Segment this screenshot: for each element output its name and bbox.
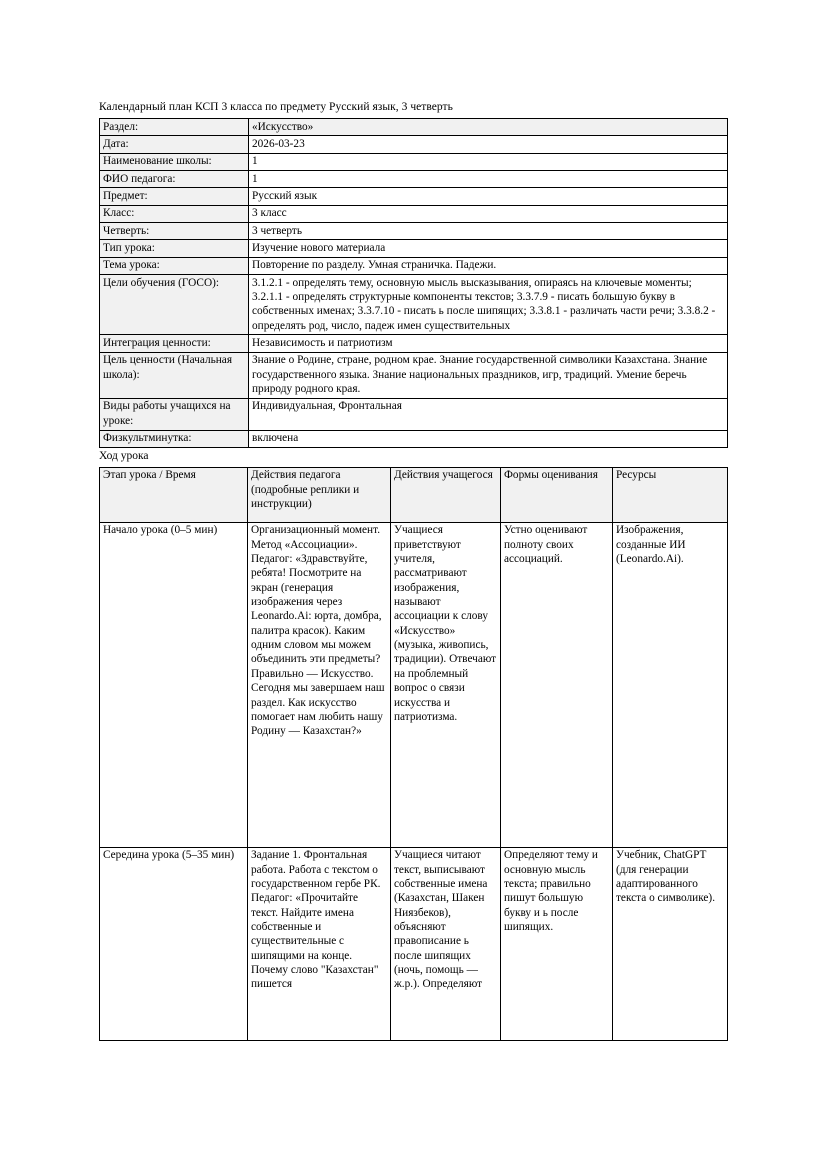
cell-student-actions: Учащиеся приветствуют учителя, рассматривают изображения, называют ассоциации к слову «Искусство» (музыка, живопись, традиции). Отвечают на проблемный вопрос о связи искусства и патриотизма. <box>391 522 501 847</box>
info-value: 3.1.2.1 - определять тему, основную мысль высказывания, опираясь на ключевые моменты; 3.2.1.1 - определять структурные компоненты текстов; 3.3.7.9 - писать большую букву в собственных именах; 3.3.7.10 - писать ь после шипящих; 3.3.8.1 - различать части речи; 3.3.8.2 - определять род, число, падеж имен существительных <box>249 275 728 335</box>
cell-stage: Середина урока (5–35 мин) <box>100 847 248 1040</box>
lesson-table-header <box>100 467 728 522</box>
lesson-flow-table <box>99 467 728 1041</box>
cell-student-actions: Учащиеся читают текст, выписывают собственные имена (Казахстан, Шакен Ниязбеков), объясняют правописание ь после шипящих (ночь, помощь — ж.р.). Определяют <box>391 847 501 1040</box>
info-label: Тип урока: <box>100 240 249 257</box>
info-label: Дата: <box>100 136 249 153</box>
info-label: Цели обучения (ГОСО): <box>100 275 249 335</box>
info-value: Повторение по разделу. Умная страничка. Падежи. <box>249 257 728 274</box>
info-label: Наименование школы: <box>100 153 249 170</box>
cell-assessment-forms: Определяют тему и основную мысль текста; правильно пишут большую букву и ь после шипящих. <box>501 847 613 1040</box>
column-header-stage: Этап урока / Время <box>100 467 248 522</box>
table-header-row <box>100 467 728 522</box>
info-label: Тема урока: <box>100 257 249 274</box>
info-value: включена <box>249 430 728 447</box>
info-label: Виды работы учащихся на уроке: <box>100 398 249 430</box>
info-value: Знание о Родине, стране, родном крае. Знание государственной символики Казахстана. Знание государственного языка. Знание национальных праздников, игр, традиций. Умение беречь природу родного края. <box>249 352 728 398</box>
info-label: Цель ценности (Начальная школа): <box>100 352 249 398</box>
table-row <box>100 119 728 136</box>
info-label: Раздел: <box>100 119 249 136</box>
table-row <box>100 275 728 335</box>
info-label: Физкультминутка: <box>100 430 249 447</box>
info-value: Индивидуальная, Фронтальная <box>249 398 728 430</box>
cell-resources: Учебник, ChatGPT (для генерации адаптированного текста о символике). <box>613 847 728 1040</box>
info-value: «Искусство» <box>249 119 728 136</box>
info-label: Класс: <box>100 205 249 222</box>
table-row <box>100 223 728 240</box>
page-title: Календарный план КСП 3 класса по предмету Русский язык, 3 четверть <box>99 101 453 113</box>
table-row <box>100 205 728 222</box>
table-row <box>100 398 728 430</box>
column-header-assessment-forms: Формы оценивания <box>501 467 613 522</box>
info-label: Предмет: <box>100 188 249 205</box>
info-value: 3 четверть <box>249 223 728 240</box>
cell-teacher-actions: Организационный момент. Метод «Ассоциации». Педагог: «Здравствуйте, ребята! Посмотрите на экран (генерация изображения через Leonardo.Ai: юрта, домбра, палитра красок). Каким одним словом мы можем объединить эти предметы? Правильно — Искусство. Сегодня мы завершаем наш раздел. Как искусство помогает нам любить нашу Родину — Казахстан?» <box>248 522 391 847</box>
info-value: Независимость и патриотизм <box>249 335 728 352</box>
table-row <box>100 522 728 847</box>
info-value: Русский язык <box>249 188 728 205</box>
table-row <box>100 352 728 398</box>
info-label: Интеграция ценности: <box>100 335 249 352</box>
info-value: 1 <box>249 153 728 170</box>
info-value: Изучение нового материала <box>249 240 728 257</box>
table-row <box>100 430 728 447</box>
info-label: Четверть: <box>100 223 249 240</box>
table-row <box>100 847 728 1040</box>
column-header-teacher-actions: Действия педагога (подробные реплики и инструкции) <box>248 467 391 522</box>
column-header-student-actions: Действия учащегося <box>391 467 501 522</box>
cell-stage: Начало урока (0–5 мин) <box>100 522 248 847</box>
table-row <box>100 136 728 153</box>
info-value: 2026-03-23 <box>249 136 728 153</box>
info-table-body <box>100 119 728 448</box>
table-row <box>100 188 728 205</box>
table-row <box>100 153 728 170</box>
lesson-info-table <box>99 118 728 448</box>
table-row <box>100 240 728 257</box>
table-row <box>100 171 728 188</box>
cell-resources: Изображения, созданные ИИ (Leonardo.Ai). <box>613 522 728 847</box>
info-value: 3 класс <box>249 205 728 222</box>
column-header-resources: Ресурсы <box>613 467 728 522</box>
info-value: 1 <box>249 171 728 188</box>
lesson-flow-heading: Ход урока <box>99 449 149 462</box>
table-row <box>100 257 728 274</box>
table-row <box>100 335 728 352</box>
cell-teacher-actions: Задание 1. Фронтальная работа. Работа с текстом о государственном гербе РК. Педагог: «Прочитайте текст. Найдите имена собственные и существительные с шипящими на конце. Почему слово "Казахстан" пишется <box>248 847 391 1040</box>
cell-assessment-forms: Устно оценивают полноту своих ассоциаций. <box>501 522 613 847</box>
lesson-table-body <box>100 522 728 1040</box>
info-label: ФИО педагога: <box>100 171 249 188</box>
